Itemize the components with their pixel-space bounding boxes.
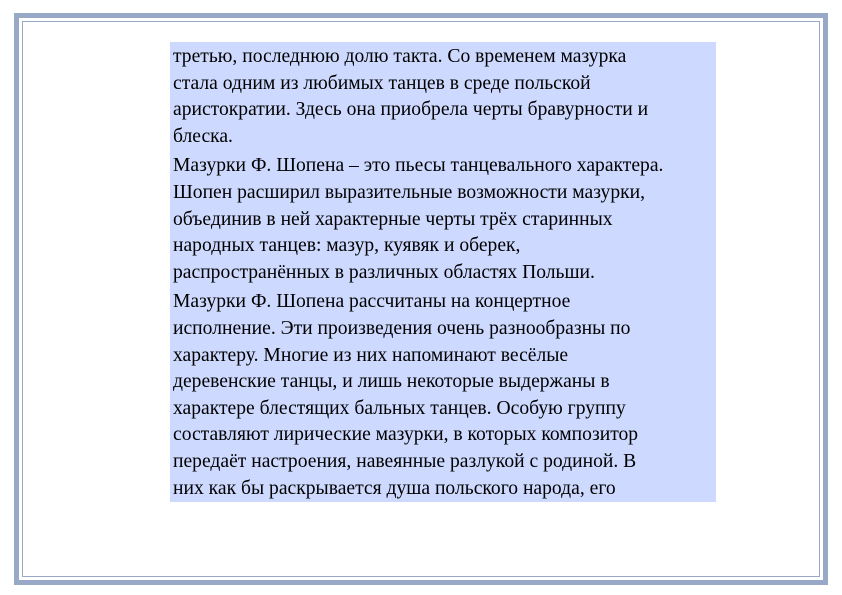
- text-line: характеру. Многие из них напоминают весёлые: [173, 344, 569, 366]
- text-line: Мазурки Ф. Шопена – это пьесы танцевального характера.: [173, 155, 664, 177]
- text-line: объединив в ней характерные черты трёх старинных: [173, 208, 613, 230]
- text-line: третью, последнюю долю такта. Со временем мазурка: [173, 46, 627, 67]
- text-line: Шопен расширил выразительные возможности мазурки,: [173, 181, 646, 203]
- text-line: блеска.: [173, 125, 233, 147]
- paragraph-1: [173, 44, 713, 150]
- text-line: передаёт настроения, навеянные разлукой с родиной. В: [173, 450, 637, 472]
- text-line: распространённых в различных областях Польши.: [173, 261, 595, 283]
- text-line: Мазурки Ф. Шопена рассчитаны на концертное: [173, 291, 571, 313]
- paragraph-2: [173, 153, 713, 286]
- text-line: исполнение. Эти произведения очень разнообразны по: [173, 317, 631, 339]
- text-line: стала одним из любимых танцев в среде польской: [173, 72, 591, 94]
- text-line: характере блестящих бальных танцев. Особую группу: [173, 397, 626, 419]
- text-line: народных танцев: мазур, куявяк и оберек,: [173, 235, 521, 257]
- text-line: деревенские танцы, и лишь некоторые выдержаны в: [173, 371, 610, 393]
- text-line: них как бы раскрывается душа польского народа, его: [173, 477, 616, 499]
- text-line: составляют лирические мазурки, в которых композитор: [173, 424, 639, 446]
- slide-text-block: [170, 42, 716, 502]
- text-line: аристократии. Здесь она приобрела черты бравурности и: [173, 99, 649, 121]
- paragraph-3: [173, 289, 713, 502]
